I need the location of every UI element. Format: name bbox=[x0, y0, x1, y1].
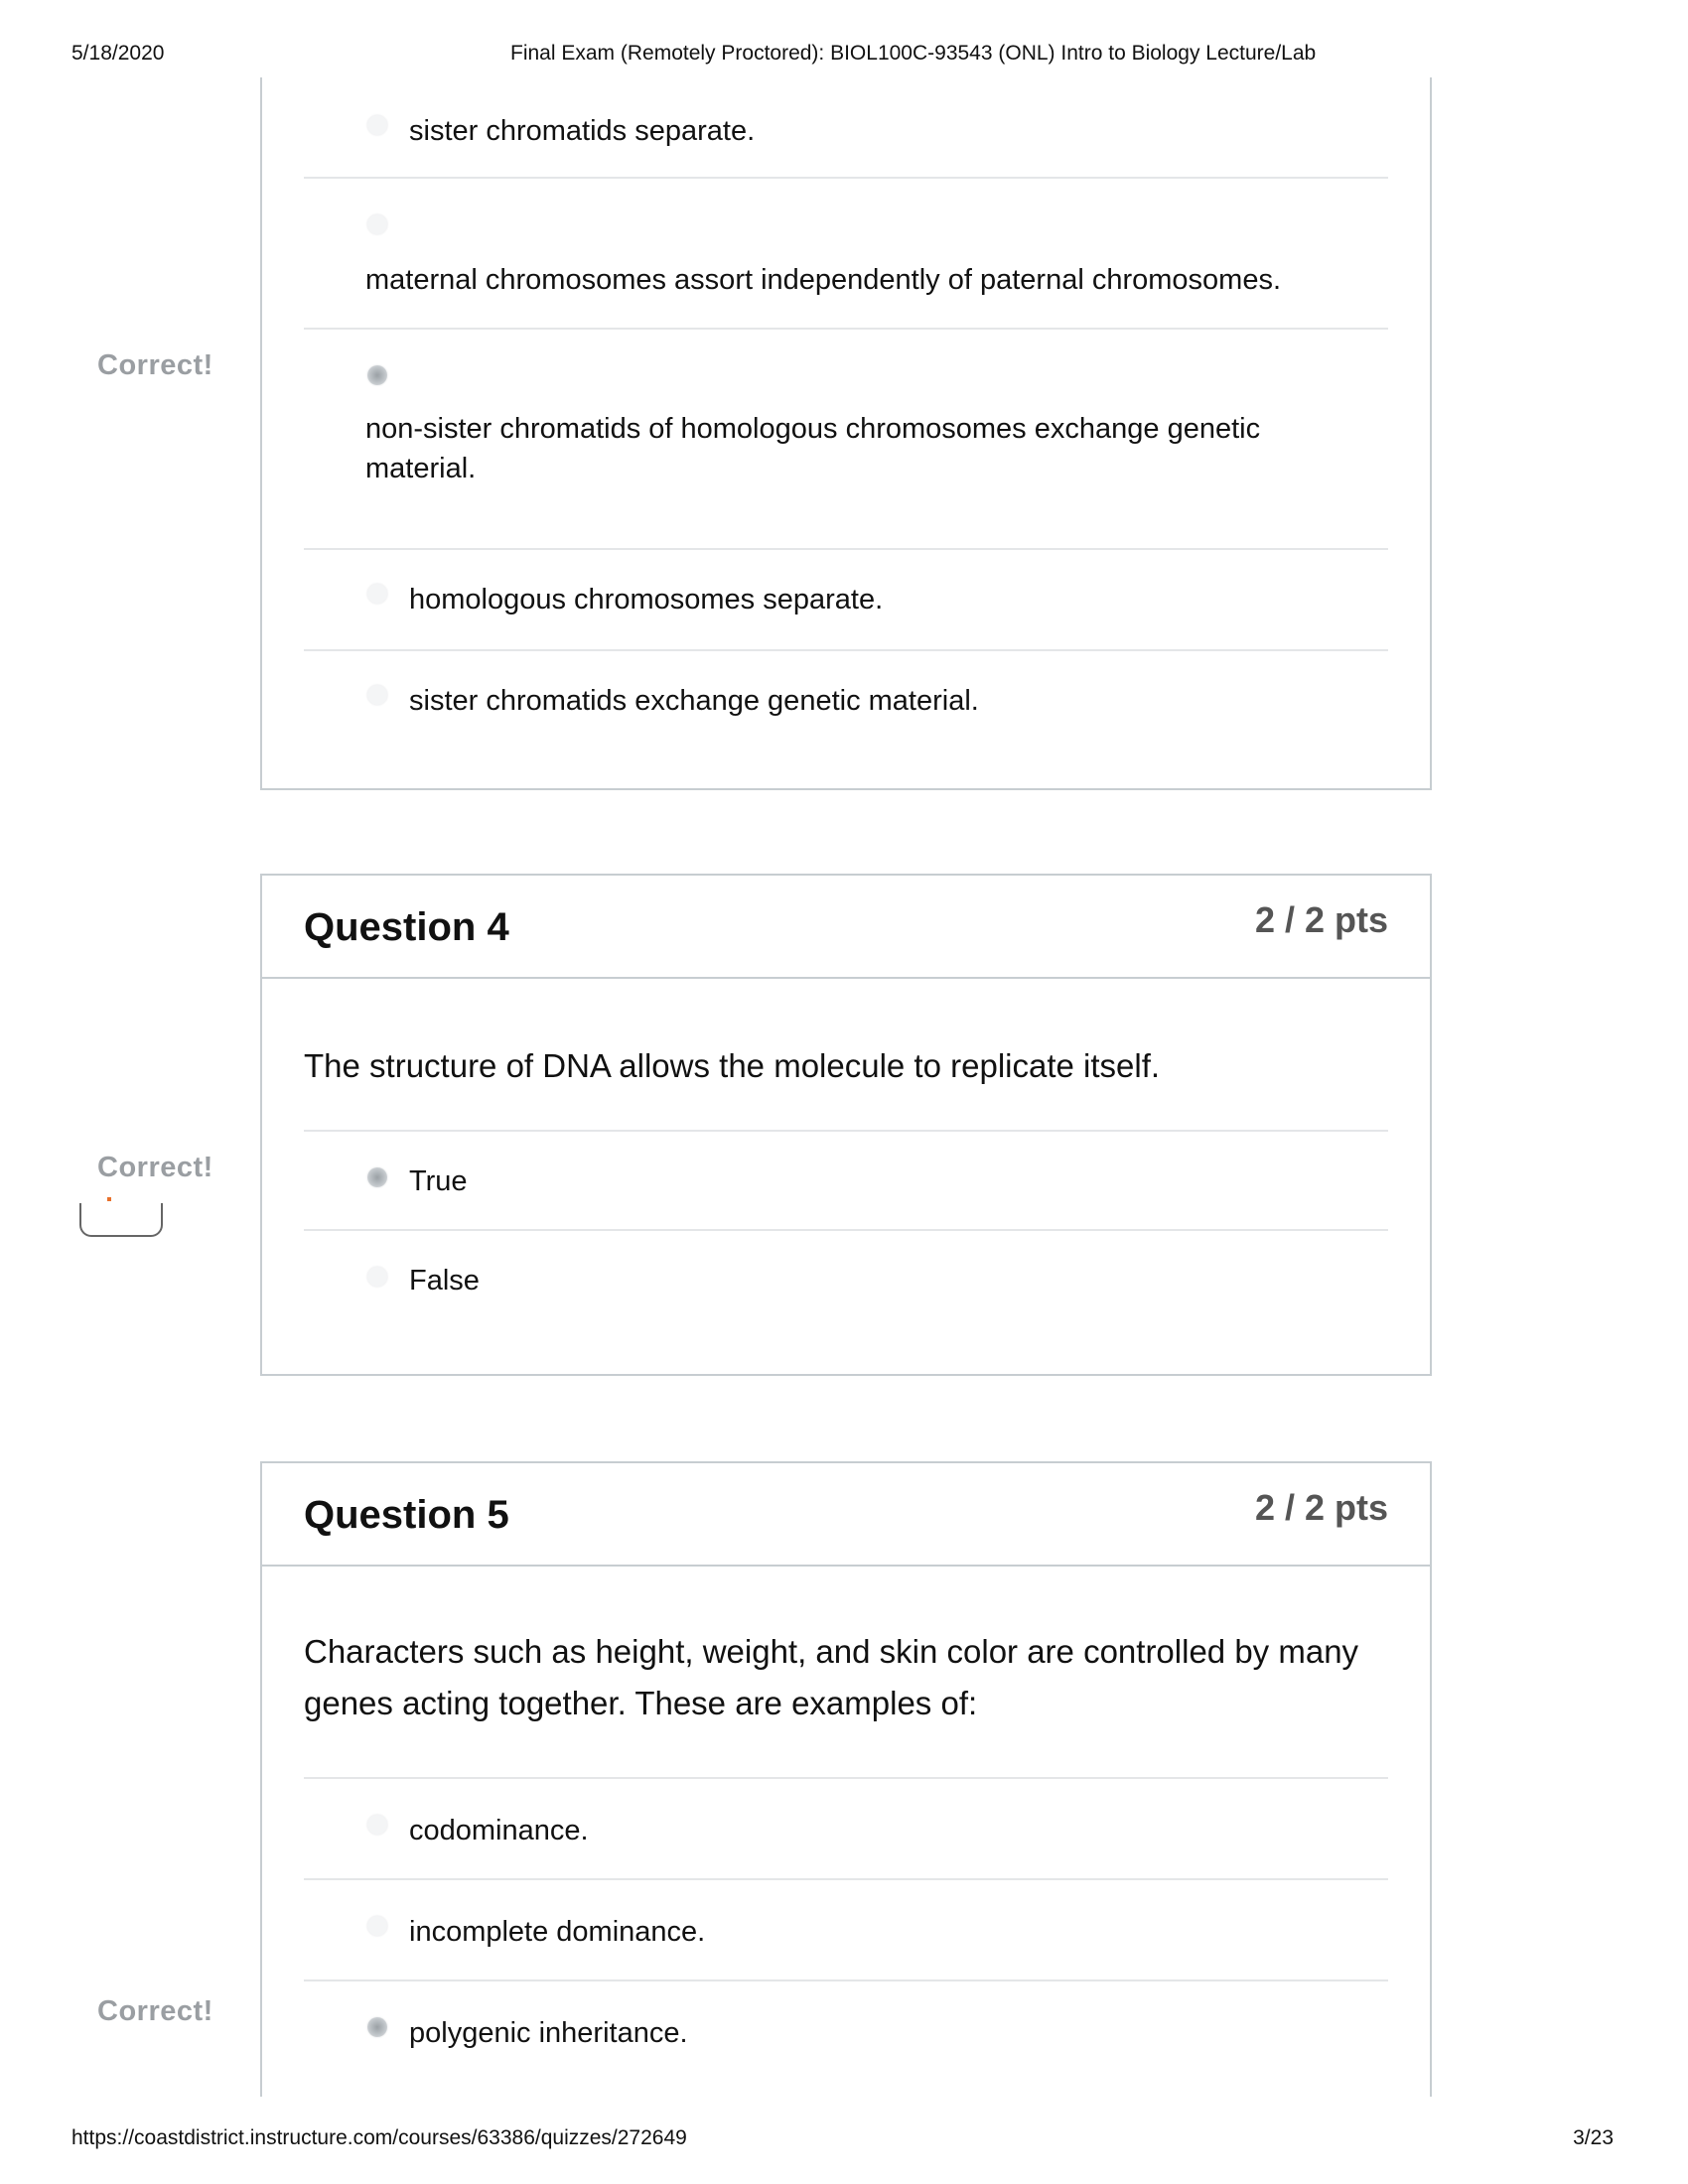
question-title: Question 5 bbox=[304, 1493, 509, 1537]
answer-option[interactable] bbox=[304, 548, 1388, 649]
answer-option-selected[interactable] bbox=[304, 1130, 1388, 1229]
answer-option-selected[interactable] bbox=[304, 1979, 1388, 2081]
question-4-card bbox=[260, 874, 1432, 1376]
answer-label: non-sister chromatids of homologous chromosomes exchange genetic material. bbox=[365, 413, 1261, 484]
answer-option[interactable] bbox=[304, 1777, 1388, 1878]
question-5-card bbox=[260, 1461, 1432, 2097]
answer-label: False bbox=[409, 1265, 480, 1297]
print-date: 5/18/2020 bbox=[71, 42, 165, 65]
question-title: Question 4 bbox=[304, 905, 509, 949]
radio-button[interactable] bbox=[367, 1267, 387, 1287]
page-url: https://coastdistrict.instructure.com/courses/63386/quizzes/272649 bbox=[71, 2126, 687, 2149]
correct-indicator: Correct! bbox=[97, 1152, 213, 1183]
question-header bbox=[262, 1463, 1430, 1567]
focus-marker bbox=[107, 1197, 111, 1201]
answer-label: codominance. bbox=[409, 1815, 589, 1846]
indicator-bracket bbox=[79, 1203, 163, 1237]
question-text: The structure of DNA allows the molecule to replicate itself. bbox=[304, 1047, 1161, 1084]
radio-button[interactable] bbox=[367, 115, 387, 135]
answer-option[interactable] bbox=[304, 1229, 1388, 1330]
answer-label: sister chromatids exchange genetic material. bbox=[409, 685, 979, 717]
question-text: Characters such as height, weight, and skin color are controlled by many genes acting together. These are examples of: bbox=[304, 1633, 1359, 1721]
answer-option[interactable] bbox=[304, 1878, 1388, 1979]
question-3-card bbox=[260, 77, 1432, 790]
radio-button[interactable] bbox=[367, 584, 387, 604]
answer-option[interactable] bbox=[304, 177, 1388, 328]
answer-option[interactable] bbox=[304, 77, 1388, 177]
answer-option-selected[interactable] bbox=[304, 328, 1388, 548]
radio-button-selected[interactable] bbox=[367, 2017, 387, 2037]
radio-button-selected[interactable] bbox=[367, 365, 387, 385]
radio-button[interactable] bbox=[367, 685, 387, 705]
answer-label: incomplete dominance. bbox=[409, 1916, 706, 1948]
radio-button-selected[interactable] bbox=[367, 1167, 387, 1187]
radio-button[interactable] bbox=[367, 1916, 387, 1936]
page-title: Final Exam (Remotely Proctored): BIOL100C-93543 (ONL) Intro to Biology Lecture/Lab bbox=[510, 42, 1317, 65]
answer-option[interactable] bbox=[304, 649, 1388, 790]
question-header bbox=[262, 876, 1430, 979]
radio-button[interactable] bbox=[367, 214, 387, 234]
answer-label: homologous chromosomes separate. bbox=[409, 584, 884, 615]
question-points: 2 / 2 pts bbox=[1254, 1487, 1388, 1528]
page-number: 3/23 bbox=[1573, 2126, 1614, 2149]
radio-button[interactable] bbox=[367, 1815, 387, 1835]
answer-label: sister chromatids separate. bbox=[409, 115, 756, 147]
question-points: 2 / 2 pts bbox=[1254, 899, 1388, 940]
answer-label: maternal chromosomes assort independently of paternal chromosomes. bbox=[365, 264, 1282, 296]
correct-indicator: Correct! bbox=[97, 1995, 213, 2027]
answer-label: polygenic inheritance. bbox=[409, 2017, 688, 2049]
correct-indicator: Correct! bbox=[97, 349, 213, 381]
answer-label: True bbox=[409, 1165, 468, 1197]
